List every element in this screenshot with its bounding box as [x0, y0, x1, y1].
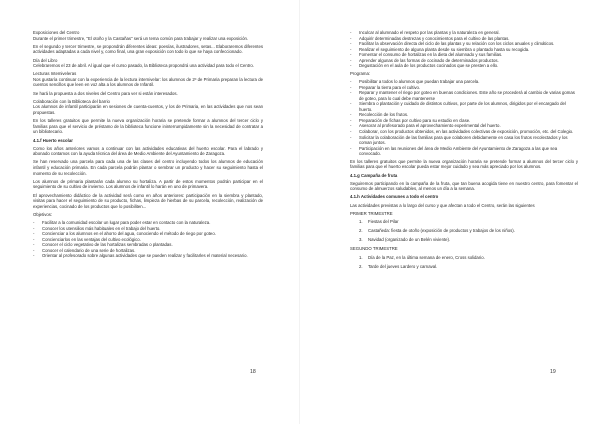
text-block — [33, 30, 263, 41]
block-title: Colaboración con la Biblioteca del barrio — [33, 98, 110, 104]
text-block — [350, 246, 578, 252]
list-item: - Conocer el calendario de una serie de hortalizas. — [33, 248, 263, 254]
list-item: - Facilitar la observación directa del ciclo de las plantas y su relación con los ciclos anuales y climáticos. — [350, 41, 578, 47]
block-title: Lecturas Intemiveleras — [33, 71, 77, 77]
list-item: - Participación en las reuniones del área de Medio Ambiente del Ayuntamiento de Zaragoza a las que sea convocado. — [350, 146, 578, 157]
list-item: - Preparar la tierra para el cultivo. — [350, 85, 578, 91]
list-item — [350, 255, 578, 261]
item-number: 2. — [359, 228, 363, 234]
item-text: Día de la Paz, en la última semana de enero, Cross solidario. — [368, 254, 485, 260]
item-text: Tarde del jueves Lardero y carnaval. — [368, 263, 438, 269]
text-block — [33, 58, 263, 69]
text-line: SEGUNDO TRIMESTRE — [350, 246, 398, 252]
section-heading: 4.1.g Campaña de fruta — [350, 172, 398, 178]
list-item: - Conocer los utensilios más habituales en el trabajo del huerto. — [33, 226, 263, 232]
list-item: - Fomentar el consumo de hortalizas en la dieta del alumnado y sus familias. — [350, 52, 578, 58]
list-item: - Conocer el ciclo vegetativo de las hortalizas sembradas o plantadas. — [33, 242, 263, 248]
list-item — [350, 228, 578, 234]
text-line: Celebraremos el 23 de abril. Al igual que el curso pasado, la Biblioteca propondrá una actividad para todo el Centro. — [33, 63, 254, 69]
section-heading: 4.1.f Huerto escolar — [33, 137, 73, 143]
list-item: - Realizar el seguimiento de alguna planta desde su siembra o plantado hasta su recogida. — [350, 47, 578, 53]
paragraph: En los talleres gratuitos que permite la nueva organización horaria se pretende formar a alumnos del tercer ciclo y familias para que el huerto escolar pueda estar mejor cuidado y sea más apreciado por los alumnos. — [350, 158, 578, 170]
numbered-list — [350, 219, 578, 243]
paragraph: Como los años anteriores vamos a continuar con las actividades educativas del huerto escolar. Para el labrado y abonado contamos con la ayuda técnica del área de Medio Ambiente del Ayuntamiento de Zaragoza. — [33, 145, 263, 157]
paragraph: Se han reservado una parcela para cada una de las clases del centro incluyendo todos los alumnos de educación infantil y educación primaria. En cada parcela podrán plantar o sembrar un producto y hacer su seguimiento hasta el momento de su recolección. — [33, 159, 263, 176]
left-page-text-column — [33, 30, 263, 261]
text-line: PRIMER TRIMESTRE — [350, 210, 393, 216]
numbered-list — [350, 255, 578, 270]
text-block — [33, 212, 263, 218]
text-block — [33, 99, 263, 116]
block-title: Exposiciones del Centro — [33, 30, 80, 35]
paragraph: Los alumnos de primaria plantarán cada alumno su hortaliza. A partir de estos momentos podrán participar en el seguimiento de su cultivo de invierno. Los alumnos de infantil lo harán en uno de primavera. — [33, 178, 263, 190]
list-item: - Orientar al profesorado sobre algunas actividades que se pueden realizar y facilitarles el material necesario. — [33, 253, 263, 259]
bullet-list — [33, 220, 263, 259]
text-line: Nos gustaría continuar con la experiencia de la lectura internivelar: los alumnos de 2º de Primaria preparan la lectura de cuentos sencillos que leen en voz alta a los alumnos de Infantil. — [33, 76, 263, 88]
list-item: - Asesorar al profesorado para el aprovechamiento experimental del huerto. — [350, 123, 578, 129]
section-heading: 4.1.h Actividades comunes a todo el centro — [350, 194, 439, 200]
bullet-list — [350, 30, 578, 69]
item-text: Castañeda: fiesta de otoño (exposición de productos y trabajos de los niños). — [368, 228, 515, 234]
text-line: Programa: — [350, 70, 371, 76]
paragraph: Las actividades previstas a lo largo del curso y que afectan a todo el Centro, serán las siguientes — [350, 202, 535, 208]
item-text: Navidad (organizado de un Belén viviente). — [368, 237, 451, 243]
list-item: - Siembra o plantación y cuidado de distintos cultivos, por parte de los alumnos, dirigidos por el encargado del huerto. — [350, 101, 578, 112]
list-item: - Inculcar al alumnado el respeto por las plantas y la naturaleza en general. — [350, 30, 578, 36]
item-number: 3. — [359, 237, 363, 243]
list-item: - Degustación en el aula de los productos cocinados que se presten a ello. — [350, 63, 578, 69]
item-number: 1. — [359, 219, 363, 225]
item-number: 2. — [359, 263, 363, 269]
text-line: Durante el primer trimestre, "El otoño y la Castañas" será un tema común para trabajar y realizar una exposición. — [33, 35, 249, 41]
list-item — [350, 237, 578, 243]
list-item — [350, 219, 578, 225]
right-page — [300, 0, 600, 424]
paragraph: En los talleres gratuitos que permite la nueva organización horaria se pretende formar a alumnos del tercer ciclo y familias para que el servicio de préstamo de la biblioteca funcione ininterrumpidamente sin la necesidad de contratar a un bibliotecario. — [33, 118, 263, 135]
text-line: Los alumnos de infantil participarán en sesiones de cuenta-cuentos, y los de Primaria, en las actividades que nos sean propuestas. — [33, 104, 263, 115]
text-block — [350, 71, 578, 77]
list-item: - Reparar y mantener el riego por goteo en buenas condiciones. Este año se procederá al cambio de varias gomas de goteo, para lo cual debe mantenerse — [350, 90, 578, 101]
list-item: - Adquirir determinadas destrezas y conocimientos para el cultivo de las plantas. — [350, 36, 578, 42]
text-block — [33, 71, 263, 88]
list-item: - Colaborar, con los productos obtenidos, en las actividades colectivas de exposición, promoción, etc. del Colegio. — [350, 129, 578, 135]
text-line: Objetivos: — [33, 211, 53, 217]
list-item: - Concienciar a los alumnos en el ahorro del agua, conociendo el método de riego por goteo. — [33, 231, 263, 237]
bullet-list — [350, 79, 578, 157]
list-item: - Aprender algunas de las formas de cocinado de determinados productos. — [350, 58, 578, 64]
paragraph: En el segundo y tercer trimestre, se propondrán diferentes ideas: poesías, ilustradores, setas... Elaboraremos diferentes actividades adaptadas a cada nivel y, como final, una gran exposición con todo lo que se haya confeccionado. — [33, 43, 263, 55]
list-item: - Facilitar a la comunidad escolar un lugar para poder estar en contacto con la naturaleza. — [33, 220, 263, 226]
list-item: - Concienciarlos en las ventajas del cultivo ecológico. — [33, 237, 263, 243]
list-item: - Preparación de fichas por cultivo para su estudio en clase. — [350, 118, 578, 124]
paragraph: Seguiremos participando en la campaña de la fruta, que tan buena acogida tiene en nuestro centro, para fomentar el consumo de almuerzos saludables, al menos un día a la semana. — [350, 180, 578, 192]
text-block — [350, 211, 578, 217]
left-page-number: 18 — [250, 369, 256, 375]
paragraph: El aprovechamiento didáctico de la actividad será como en años anteriores: participación en la siembra y plantado, visitas para hacer el seguimiento de su producto, fichas, limpieza de hierbas de su parcela, recolección, realización de experiencias, cocinado de los productos que lo posibiliten... — [33, 192, 263, 209]
right-page-text-column — [350, 30, 578, 273]
item-text: Fiestas del Pilar — [368, 219, 399, 225]
list-item: - Recolección de los frutos. — [350, 112, 578, 118]
paragraph: Se hará la propuesta a dos niveles del Centro para ver si están interesados. — [33, 90, 178, 96]
item-number: 1. — [359, 254, 363, 260]
right-page-number: 19 — [550, 369, 556, 375]
list-item: - Posibilitar a todos lo alumnos que puedan trabajar una parcela. — [350, 79, 578, 85]
list-item — [350, 264, 578, 270]
block-title: Día del Libro — [33, 57, 58, 63]
list-item: - Solicitar la colaboración de las familias para que colaboren debidamente en casa los frutos recolectados y los coman juntos. — [350, 135, 578, 146]
